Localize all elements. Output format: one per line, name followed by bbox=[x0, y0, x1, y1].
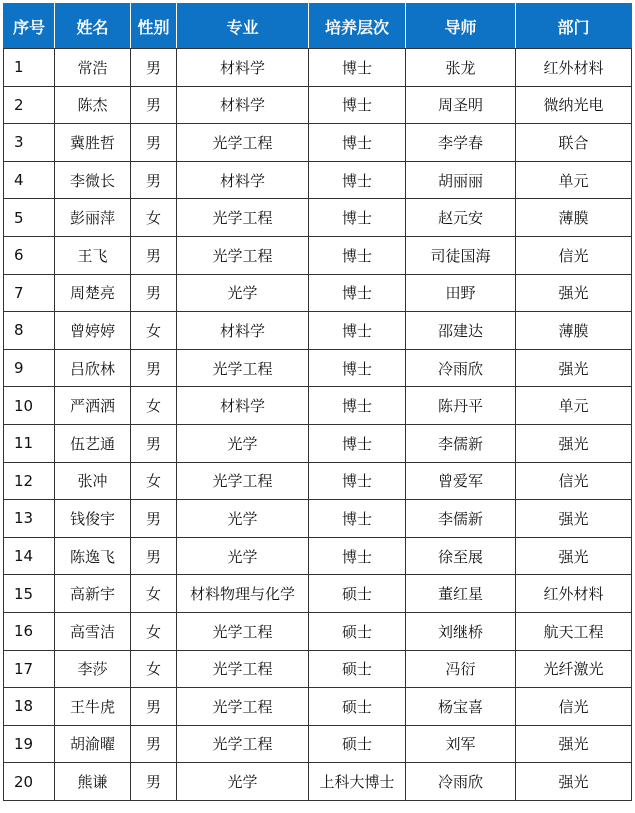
cell-gender: 男 bbox=[131, 424, 177, 462]
cell-level: 博士 bbox=[309, 537, 406, 575]
cell-name: 冀胜哲 bbox=[55, 124, 131, 162]
cell-level: 博士 bbox=[309, 500, 406, 538]
cell-major: 材料物理与化学 bbox=[177, 575, 309, 613]
cell-level: 硕士 bbox=[309, 725, 406, 763]
cell-department: 单元 bbox=[516, 387, 632, 425]
cell-name: 陈杰 bbox=[55, 86, 131, 124]
cell-index: 7 bbox=[4, 274, 55, 312]
cell-major: 光学工程 bbox=[177, 199, 309, 237]
cell-gender: 女 bbox=[131, 312, 177, 350]
table-row bbox=[4, 612, 632, 650]
cell-advisor: 冷雨欣 bbox=[406, 349, 516, 387]
cell-department: 强光 bbox=[516, 424, 632, 462]
cell-gender: 男 bbox=[131, 161, 177, 199]
cell-index: 10 bbox=[4, 387, 55, 425]
cell-gender: 男 bbox=[131, 500, 177, 538]
header-name: 姓名 bbox=[55, 4, 131, 49]
cell-level: 博士 bbox=[309, 349, 406, 387]
cell-department: 强光 bbox=[516, 274, 632, 312]
cell-gender: 男 bbox=[131, 763, 177, 801]
cell-gender: 男 bbox=[131, 49, 177, 87]
table-row bbox=[4, 199, 632, 237]
cell-level: 博士 bbox=[309, 462, 406, 500]
cell-name: 周楚亮 bbox=[55, 274, 131, 312]
table-row bbox=[4, 500, 632, 538]
header-row bbox=[4, 4, 632, 49]
header-level: 培养层次 bbox=[309, 4, 406, 49]
cell-index: 19 bbox=[4, 725, 55, 763]
student-table-container bbox=[3, 3, 632, 801]
cell-level: 博士 bbox=[309, 424, 406, 462]
table-row bbox=[4, 688, 632, 726]
cell-advisor: 张龙 bbox=[406, 49, 516, 87]
cell-advisor: 刘继桥 bbox=[406, 612, 516, 650]
cell-name: 吕欣林 bbox=[55, 349, 131, 387]
cell-major: 光学工程 bbox=[177, 462, 309, 500]
cell-advisor: 李学春 bbox=[406, 124, 516, 162]
cell-major: 材料学 bbox=[177, 312, 309, 350]
cell-department: 强光 bbox=[516, 349, 632, 387]
cell-department: 微纳光电 bbox=[516, 86, 632, 124]
header-advisor: 导师 bbox=[406, 4, 516, 49]
cell-level: 博士 bbox=[309, 236, 406, 274]
cell-major: 材料学 bbox=[177, 387, 309, 425]
cell-gender: 女 bbox=[131, 199, 177, 237]
cell-name: 彭丽萍 bbox=[55, 199, 131, 237]
cell-level: 上科大博士 bbox=[309, 763, 406, 801]
cell-name: 伍艺通 bbox=[55, 424, 131, 462]
table-row bbox=[4, 424, 632, 462]
cell-major: 光学工程 bbox=[177, 236, 309, 274]
cell-department: 红外材料 bbox=[516, 49, 632, 87]
header-index: 序号 bbox=[4, 4, 55, 49]
cell-level: 博士 bbox=[309, 199, 406, 237]
student-table bbox=[3, 3, 632, 801]
cell-major: 光学 bbox=[177, 763, 309, 801]
cell-advisor: 司徒国海 bbox=[406, 236, 516, 274]
cell-department: 强光 bbox=[516, 500, 632, 538]
cell-level: 硕士 bbox=[309, 650, 406, 688]
cell-department: 单元 bbox=[516, 161, 632, 199]
cell-index: 4 bbox=[4, 161, 55, 199]
cell-major: 光学工程 bbox=[177, 725, 309, 763]
cell-name: 高雪洁 bbox=[55, 612, 131, 650]
cell-name: 张冲 bbox=[55, 462, 131, 500]
cell-gender: 男 bbox=[131, 124, 177, 162]
cell-gender: 女 bbox=[131, 387, 177, 425]
cell-level: 硕士 bbox=[309, 612, 406, 650]
cell-department: 航天工程 bbox=[516, 612, 632, 650]
table-body bbox=[4, 49, 632, 801]
cell-department: 红外材料 bbox=[516, 575, 632, 613]
table-row bbox=[4, 462, 632, 500]
cell-index: 13 bbox=[4, 500, 55, 538]
cell-index: 8 bbox=[4, 312, 55, 350]
cell-name: 熊谦 bbox=[55, 763, 131, 801]
cell-index: 12 bbox=[4, 462, 55, 500]
cell-advisor: 冷雨欣 bbox=[406, 763, 516, 801]
cell-department: 强光 bbox=[516, 725, 632, 763]
cell-index: 6 bbox=[4, 236, 55, 274]
cell-level: 博士 bbox=[309, 312, 406, 350]
table-row bbox=[4, 575, 632, 613]
cell-level: 博士 bbox=[309, 49, 406, 87]
cell-major: 光学工程 bbox=[177, 650, 309, 688]
cell-advisor: 冯衍 bbox=[406, 650, 516, 688]
cell-gender: 男 bbox=[131, 86, 177, 124]
cell-advisor: 陈丹平 bbox=[406, 387, 516, 425]
cell-level: 博士 bbox=[309, 387, 406, 425]
cell-advisor: 邵建达 bbox=[406, 312, 516, 350]
cell-name: 李微长 bbox=[55, 161, 131, 199]
cell-advisor: 杨宝喜 bbox=[406, 688, 516, 726]
cell-level: 博士 bbox=[309, 124, 406, 162]
cell-index: 5 bbox=[4, 199, 55, 237]
cell-gender: 男 bbox=[131, 688, 177, 726]
cell-gender: 男 bbox=[131, 236, 177, 274]
cell-index: 20 bbox=[4, 763, 55, 801]
cell-gender: 男 bbox=[131, 725, 177, 763]
cell-major: 材料学 bbox=[177, 86, 309, 124]
cell-index: 1 bbox=[4, 49, 55, 87]
cell-major: 光学工程 bbox=[177, 688, 309, 726]
cell-major: 光学 bbox=[177, 500, 309, 538]
cell-major: 光学工程 bbox=[177, 124, 309, 162]
table-row bbox=[4, 725, 632, 763]
cell-level: 博士 bbox=[309, 86, 406, 124]
cell-department: 信光 bbox=[516, 462, 632, 500]
header-major: 专业 bbox=[177, 4, 309, 49]
cell-index: 2 bbox=[4, 86, 55, 124]
cell-department: 光纤激光 bbox=[516, 650, 632, 688]
cell-index: 11 bbox=[4, 424, 55, 462]
cell-advisor: 胡丽丽 bbox=[406, 161, 516, 199]
cell-name: 李莎 bbox=[55, 650, 131, 688]
table-row bbox=[4, 312, 632, 350]
cell-department: 强光 bbox=[516, 537, 632, 575]
cell-name: 曾婷婷 bbox=[55, 312, 131, 350]
cell-name: 胡渝曜 bbox=[55, 725, 131, 763]
cell-major: 光学工程 bbox=[177, 612, 309, 650]
cell-major: 光学 bbox=[177, 537, 309, 575]
cell-level: 硕士 bbox=[309, 688, 406, 726]
cell-level: 博士 bbox=[309, 161, 406, 199]
cell-advisor: 董红星 bbox=[406, 575, 516, 613]
cell-name: 王牛虎 bbox=[55, 688, 131, 726]
cell-index: 9 bbox=[4, 349, 55, 387]
cell-name: 严洒洒 bbox=[55, 387, 131, 425]
table-row bbox=[4, 124, 632, 162]
table-row bbox=[4, 274, 632, 312]
cell-advisor: 李儒新 bbox=[406, 500, 516, 538]
cell-advisor: 曾爱军 bbox=[406, 462, 516, 500]
cell-gender: 男 bbox=[131, 537, 177, 575]
cell-index: 16 bbox=[4, 612, 55, 650]
cell-major: 材料学 bbox=[177, 49, 309, 87]
table-row bbox=[4, 349, 632, 387]
table-row bbox=[4, 49, 632, 87]
cell-index: 14 bbox=[4, 537, 55, 575]
cell-gender: 女 bbox=[131, 612, 177, 650]
cell-major: 光学 bbox=[177, 424, 309, 462]
cell-gender: 女 bbox=[131, 650, 177, 688]
cell-level: 硕士 bbox=[309, 575, 406, 613]
table-row bbox=[4, 236, 632, 274]
cell-name: 高新宇 bbox=[55, 575, 131, 613]
cell-major: 光学工程 bbox=[177, 349, 309, 387]
cell-department: 薄膜 bbox=[516, 312, 632, 350]
table-row bbox=[4, 650, 632, 688]
cell-department: 信光 bbox=[516, 236, 632, 274]
cell-advisor: 徐至展 bbox=[406, 537, 516, 575]
cell-major: 材料学 bbox=[177, 161, 309, 199]
cell-gender: 男 bbox=[131, 349, 177, 387]
cell-department: 信光 bbox=[516, 688, 632, 726]
cell-advisor: 田野 bbox=[406, 274, 516, 312]
cell-gender: 女 bbox=[131, 462, 177, 500]
cell-index: 15 bbox=[4, 575, 55, 613]
cell-department: 薄膜 bbox=[516, 199, 632, 237]
cell-advisor: 周圣明 bbox=[406, 86, 516, 124]
cell-department: 强光 bbox=[516, 763, 632, 801]
table-row bbox=[4, 763, 632, 801]
header-gender: 性别 bbox=[131, 4, 177, 49]
cell-level: 博士 bbox=[309, 274, 406, 312]
cell-name: 陈逸飞 bbox=[55, 537, 131, 575]
cell-major: 光学 bbox=[177, 274, 309, 312]
cell-name: 常浩 bbox=[55, 49, 131, 87]
table-header bbox=[4, 4, 632, 49]
cell-department: 联合 bbox=[516, 124, 632, 162]
cell-advisor: 赵元安 bbox=[406, 199, 516, 237]
cell-index: 17 bbox=[4, 650, 55, 688]
cell-gender: 男 bbox=[131, 274, 177, 312]
header-department: 部门 bbox=[516, 4, 632, 49]
cell-gender: 女 bbox=[131, 575, 177, 613]
table-row bbox=[4, 537, 632, 575]
cell-advisor: 李儒新 bbox=[406, 424, 516, 462]
cell-name: 钱俊宇 bbox=[55, 500, 131, 538]
cell-advisor: 刘军 bbox=[406, 725, 516, 763]
table-row bbox=[4, 387, 632, 425]
cell-name: 王飞 bbox=[55, 236, 131, 274]
table-row bbox=[4, 161, 632, 199]
table-row bbox=[4, 86, 632, 124]
cell-index: 18 bbox=[4, 688, 55, 726]
cell-index: 3 bbox=[4, 124, 55, 162]
